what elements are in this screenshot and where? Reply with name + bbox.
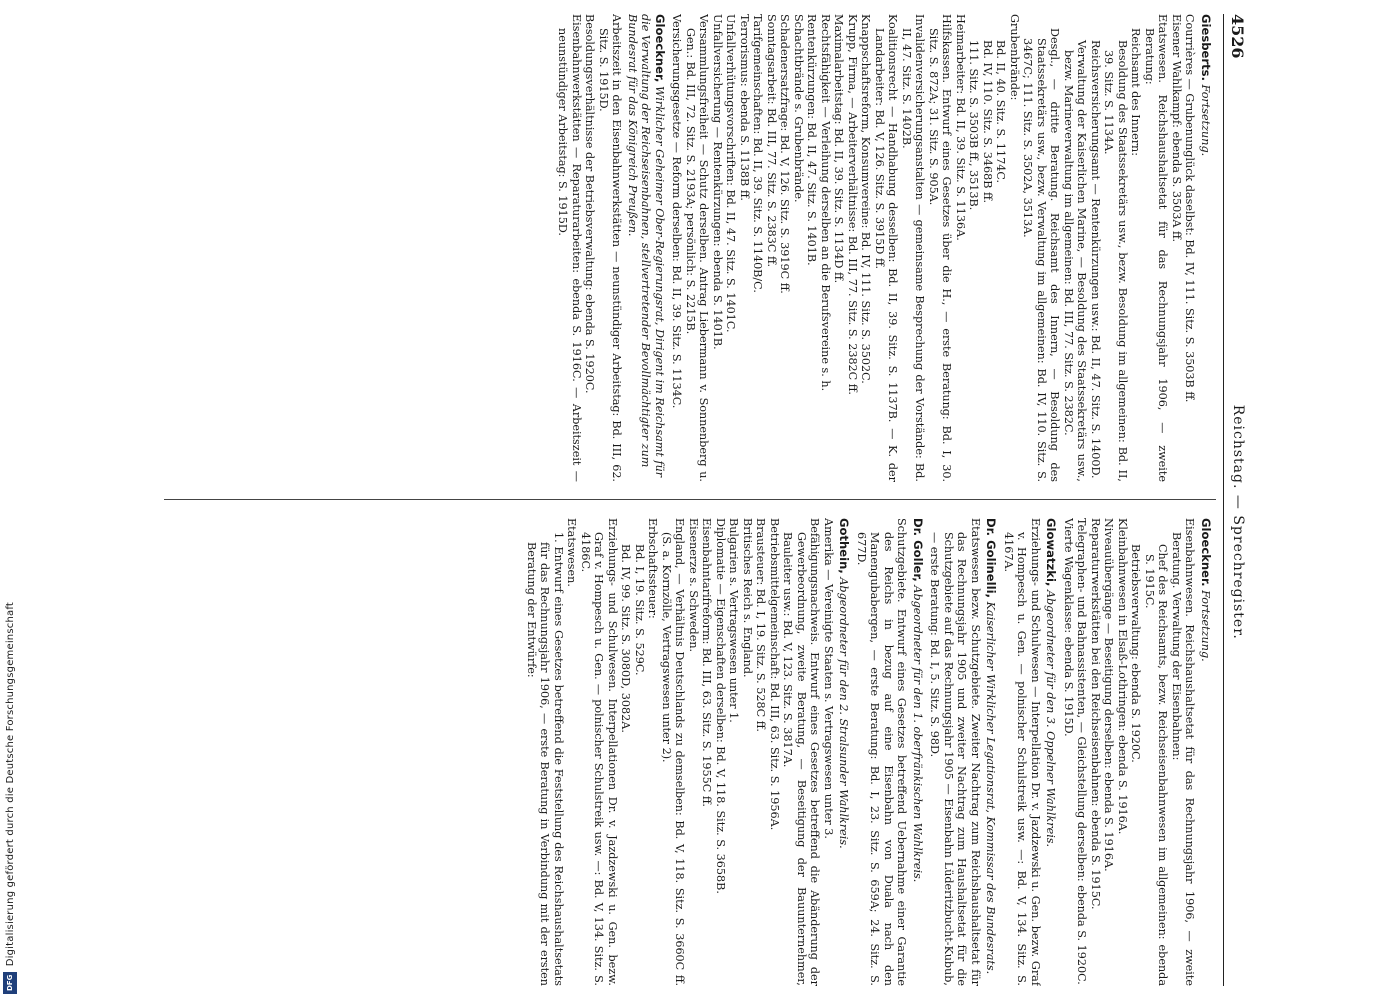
index-entry: Brausteuer: Bd. I, 19. Sitz. S. 528C ff. bbox=[754, 518, 768, 732]
index-entry: Britisches Reich s. England. bbox=[741, 518, 754, 678]
index-entry: Terrorismus: ebenda S. 1138B ff. bbox=[738, 14, 751, 201]
index-entry: Invalidenversicherungsanstalten — gemeinsame Besprechung der Vorstände: Bd. II, 47. Sitz. S. 1402B. bbox=[900, 14, 927, 482]
index-entry: Heimarbeiter: Bd. II, 39. Sitz. S. 1136A. bbox=[954, 14, 967, 241]
index-entry: Besoldungsverhältnisse der Betriebsverwaltung: ebenda S. 1920C. bbox=[583, 14, 597, 394]
index-entry: Eisener Wahlkampf: ebenda S. 3503A ff. bbox=[1170, 14, 1183, 243]
column-divider bbox=[164, 499, 1216, 500]
index-subentry: Betriebsverwaltung: ebenda S. 1920C. bbox=[1129, 544, 1143, 763]
index-subentry: Reichsamt des Innern: bbox=[1129, 28, 1143, 157]
index-entry: Grubenbrände: bbox=[1008, 14, 1021, 101]
index-subentry: Besoldung des Staatssekretärs usw., bezw. Besoldung im allgemeinen: Bd. II, 39. Sitz. S. 1134A. bbox=[1102, 40, 1129, 482]
index-entry: Betriebsmittelgemeinschaft: Bd. III, 63. Sitz. S. 1956A. bbox=[768, 518, 781, 831]
index-entry: Vierte Wagenklasse: ebenda S. 1915D. bbox=[1062, 518, 1075, 737]
index-entry: Amerika — Vereinigte Staaten s. Vertragswesen unter 3. bbox=[822, 518, 835, 839]
person-heading bbox=[837, 518, 851, 986]
index-entry: Maximalarbeitstag: Bd. II, 39. Sitz. S. 1134D ff. bbox=[832, 14, 846, 284]
person-note: Abgeordneter für den 1. oberfränkischen Wahlkreis. bbox=[911, 585, 924, 883]
digitization-sidebar bbox=[0, 0, 20, 1000]
index-entry: Telegraphen- und Bahnassistenten, — Gleichstellung derselben: ebenda S. 1920C. bbox=[1075, 518, 1089, 985]
index-subentry: Desgl., — dritte Beratung. Reichsamt des Innern, — Besoldung des Staatssekretärs usw., bezw. Verwaltung im allgemeinen: Bd. IV, 110. Sitz. S. 3467C; 111. Sitz. S. 3502A, 3513A. bbox=[1021, 28, 1062, 482]
index-entry: Etatswesen. Reichshaushaltsetat für das Rechnungsjahr 1906, — zweite Beratung: bbox=[1143, 14, 1170, 482]
index-entry: Knappschaftsreform, Konsumvereine: Bd. IV, 111. Sitz. S. 3502C. bbox=[859, 14, 873, 384]
index-entry: Arbeitszeit in den Eisenbahnwerkstätten — neunstündiger Arbeitstag: Bd. III, 62. Sitz. S. 1915D. bbox=[597, 14, 624, 482]
index-subentry: Bd. II, 40. Sitz. S. 1174C. bbox=[994, 40, 1008, 184]
index-entry: Eisenbahntarifreform: Bd. III, 63. Sitz. S. 1955C ff. bbox=[700, 518, 714, 807]
person-name: Dr. Golinelli, bbox=[984, 518, 999, 599]
index-entry: Erbschaftssteuer: bbox=[646, 518, 660, 619]
index-entry: Reparaturwerkstätten bei den Reichseisenbahnen: ebenda S. 1915C. bbox=[1089, 518, 1102, 910]
index-entry: Unfallverhütungsvorschriften: Bd. II, 47. Sitz. S. 1401C. bbox=[724, 14, 738, 333]
person-heading bbox=[1199, 14, 1213, 482]
rotated-page bbox=[150, 0, 1250, 1000]
page-header bbox=[1226, 14, 1248, 986]
index-entry: Courrières — Grubenunglück daselbst: Bd. IV, 111. Sitz. S. 3503B ff. bbox=[1183, 14, 1197, 403]
person-note: Abgeordneter für den 3. Oppelner Wahlkreis. bbox=[1044, 589, 1058, 848]
index-entry: Eisenerze s. Schweden. bbox=[687, 518, 700, 653]
index-entry: Diplomatie — Eigenschaften derselben: Bd. V, 118. Sitz. S. 3658B. bbox=[714, 518, 727, 894]
person-heading bbox=[1044, 518, 1058, 986]
index-subentry: Bd. IV, 99. Sitz. S. 3080D, 3082A. bbox=[619, 544, 633, 733]
running-title: Reichstag. — Sprechregister. bbox=[1229, 404, 1246, 640]
index-entry: Kleinbahnwesen in Elsaß-Lothringen: ebenda S. 1916A. bbox=[1116, 518, 1129, 835]
index-subentry: Bd. IV, 110. Sitz. S. 3468B ff. bbox=[981, 40, 994, 204]
index-entry: Schachtbrände s. Grubenbrände. bbox=[792, 14, 805, 203]
person-note: Abgeordneter für den 2. Stralsunder Wahlkreis. bbox=[837, 577, 851, 849]
person-note: Fortsetzung. bbox=[1199, 84, 1212, 157]
index-entry: Sonntagsarbeit: Bd. III, 77. Sitz. S. 2383C ff. bbox=[765, 14, 778, 268]
person-note: Wirklicher Geheimer Ober-Regierungsrat, Dirigent im Reichsamt für die Verwaltung der Reichseisenbahnen, stellvertretender Bevollmächtigter zum Bundesrat für das Königreich Preußen. bbox=[626, 14, 666, 478]
index-entry: Eisenbahnwerkstätten — Reparaturarbeiten: ebenda S. 1916C. — Arbeitszeit — neunstündiger Arbeitstag: S. 1915D. bbox=[556, 14, 583, 482]
index-subentry: 111. Sitz. S. 3503B ff., 3513B. bbox=[967, 40, 981, 211]
index-entry: Befähigungsnachweis. Entwurf eines Gesetzes betreffend die Abänderung der Gewerbeordnung, zweite Beratung, — Beseitigung der Bauunternehmer, Bauleiter usw.: Bd. V, 123. Sitz. S. 3817A. bbox=[781, 518, 822, 986]
index-subentry: Verwaltung der Kaiserlichen Marine, — Besoldung des Staatssekretärs usw., bezw. Marineverwaltung im allgemeinen: Bd. III, 77. Sitz. S. 2382C. bbox=[1062, 40, 1089, 482]
index-subentry: Chef des Reichsamts, bezw. Reichseisenbahnwesen im allgemeinen: ebenda S. 1915C. bbox=[1143, 544, 1170, 986]
person-name: Dr. Goller, bbox=[911, 518, 925, 582]
index-entry: Versammlungsfreiheit — Schutz derselben. Antrag Liebermann v. Sonnenberg u. Gen.: Bd. III, 72. Sitz. S. 2193A; persönlich: S. 2215B. bbox=[684, 14, 711, 482]
index-entry: Schadenersatzfrage: Bd. V, 126. Sitz. S. 3919C ff. bbox=[778, 14, 792, 294]
index-entry: Schutzgebiete. Entwurf eines Gesetzes betreffend Uebernahme einer Garantie des Reichs in bezug auf eine Eisenbahn von Duala nach den Manengubabergen, — erste Beratung: Bd. I, 23. Sitz. S. 659A; 24. Sitz. S. 677D. bbox=[855, 518, 909, 986]
index-entry: Etatswesen. bbox=[565, 518, 579, 587]
index-subentry: Bd. I, 19. Sitz. S. 529C. bbox=[633, 544, 646, 676]
index-entry: Krupp, Firma, — Arbeiterverhältnisse: Bd. III, 77. Sitz. S. 2382C ff. bbox=[846, 14, 859, 395]
index-subentry: 1. Entwurf eines Gesetzes betreffend die Feststellung des Reichshaushaltsetats für das Rechnungsjahr 1906, — erste Beratung in Verbindung mit der ersten Beratung der Entwürfe: bbox=[525, 532, 565, 986]
index-entry: Bulgarien s. Vertragswesen unter 1. bbox=[727, 518, 741, 723]
header-rule bbox=[1223, 14, 1224, 986]
person-heading bbox=[1199, 518, 1213, 986]
index-entry: Koalitionsrecht — Handhabung desselben: Bd. II, 39. Sitz. S. 1137B. — K. der Landarbeiter: Bd. V, 126. Sitz. S. 3915D ff. bbox=[873, 14, 900, 482]
person-heading bbox=[626, 14, 667, 482]
dfg-logo-text: DFG bbox=[6, 974, 14, 992]
index-entry: Eisenbahnwesen. Reichshaushaltsetat für das Rechnungsjahr 1906, — zweite Beratung. Verwaltung der Eisenbahnen: bbox=[1170, 518, 1197, 986]
index-entry: Erziehungs- und Schulwesen. Interpellationen Dr. v. Jazdzewski u. Gen. bezw. Graf v. Hompesch u. Gen. — polnischer Schulstreik usw. —: Bd. V, 134. Sitz. S. 4186C. bbox=[579, 518, 619, 986]
person-name: Gloeckner. bbox=[1199, 518, 1213, 587]
left-column bbox=[164, 14, 1216, 482]
right-column bbox=[164, 518, 1216, 986]
index-entry: Unfallversicherung — Rentenkürzungen: ebenda S. 1401B. bbox=[711, 14, 724, 350]
dfg-logo bbox=[3, 972, 17, 994]
person-name: Gloeckner, bbox=[653, 14, 667, 83]
person-heading bbox=[911, 518, 925, 986]
index-entry: Hilfskassen. Entwurf eines Gesetzes über die H., — erste Beratung: Bd. I, 30. Sitz. S. 872A; 31. Sitz. S. 905A. bbox=[927, 14, 954, 482]
person-heading bbox=[984, 518, 998, 986]
page-number: 4526 bbox=[1227, 14, 1247, 59]
index-entry: Versicherungsgesetze — Reform derselben: Bd. II, 39. Sitz. S. 1134C. bbox=[670, 14, 684, 409]
person-note: Kaiserlicher Wirklicher Legationsrat, Kommissar des Bundesrats. bbox=[984, 601, 998, 975]
index-entry: England, — Verhältnis Deutschlands zu demselben: Bd. V, 118. Sitz. S. 3660C ff. (S. a. Kornzölle, Vertragswesen unter 2). bbox=[660, 518, 687, 986]
digitization-note: Digitalisierung gefördert durch die Deutsche Forschungsgemeinschaft bbox=[4, 601, 16, 966]
index-entry: Niveauübergänge — Beseitigung derselben: ebenda S. 1916A. bbox=[1102, 518, 1116, 872]
person-name: Gothein, bbox=[837, 518, 852, 574]
index-entry: Tarifgemeinschaften: Bd. II, 39. Sitz. S. 1140B/C. bbox=[751, 14, 765, 293]
person-name: Glowatzki, bbox=[1044, 518, 1059, 587]
index-subentry: Reichsversicherungsamt — Rentenkürzungen usw.: Bd. II, 47. Sitz. S. 1400D. bbox=[1089, 40, 1102, 479]
person-note: Fortsetzung. bbox=[1199, 590, 1212, 662]
index-entry: Rechtsfähigkeit — Verleihung derselben an die Berufsvereine s. h. bbox=[819, 14, 832, 392]
index-entry: Rentenkürzungen: Bd. II, 47. Sitz. S. 1401B. bbox=[805, 14, 819, 266]
index-entry: Erziehungs- und Schulwesen — Interpellation Dr. v. Jazdzewski u. Gen. bezw. Graf v. Hompesch u. Gen. — polnischer Schulstreik usw. —: Bd. V, 134. Sitz. S. 4167A. bbox=[1002, 518, 1042, 986]
person-name: Giesberts. bbox=[1199, 14, 1213, 81]
index-entry: Etatswesen bezw. Schutzgebiete. Zweiter Nachtrag zum Reichshaushaltsetat für das Rechnungsjahr 1905 und zweiter Nachtrag zum Haushaltsetat für die Schutzgebiete auf das Rechnungsjahr 1905 — Eisenbahn Lüderitzbucht-Kubub, — erste Beratung: Bd. I, 5. Sitz. S. 98D. bbox=[928, 518, 982, 986]
